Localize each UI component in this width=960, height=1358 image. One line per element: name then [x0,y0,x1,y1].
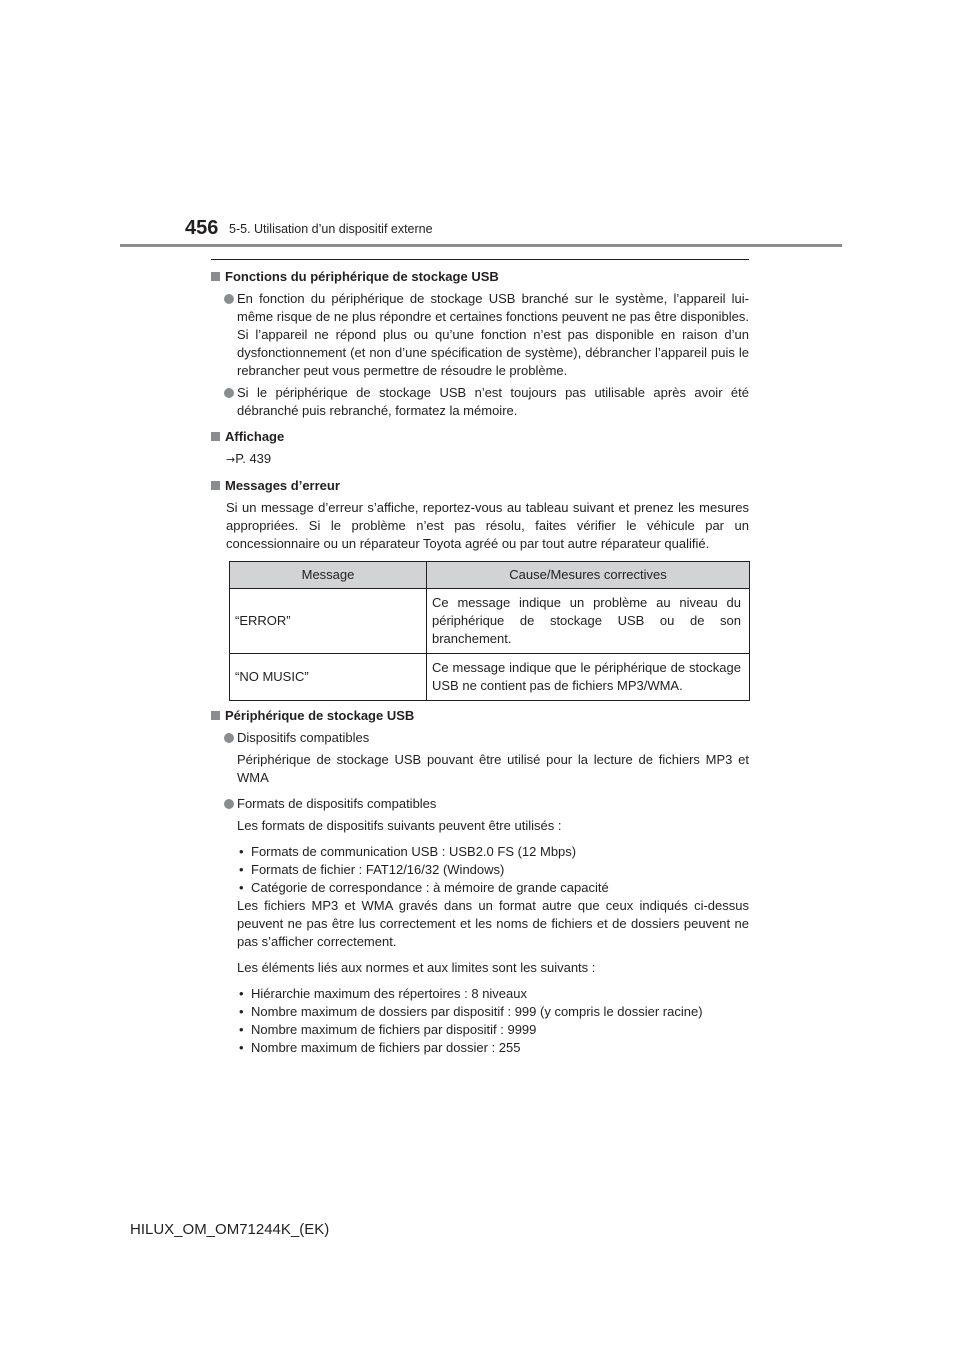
header-rule [120,244,842,247]
content-top-rule [211,259,749,260]
square-bullet-icon [211,272,220,281]
usb-device-heading: Périphérique de stockage USB [211,707,749,725]
square-bullet-icon [211,481,220,490]
page-content [211,268,749,1057]
list-item: • Catégorie de correspondance : à mémoire de grande capacité [239,880,609,895]
table-row [230,654,750,701]
compatible-formats-bullet: Formats de dispositifs compatibles [211,795,749,813]
round-bullet-icon [224,294,234,304]
bullet-dot-icon: • [239,1022,244,1037]
column-header-cause: Cause/Mesures correctives [427,562,750,589]
list-item: • Nombre maximum de fichiers par dossier : 255 [239,1040,521,1055]
formats-intro: Les formats de dispositifs suivants peuvent être utilisés : [237,818,562,833]
error-cause-cell: Ce message indique un problème au niveau du périphérique de stockage USB ou de son branchement. [427,589,750,654]
bullet-dot-icon: • [239,986,244,1001]
list-item: • Nombre maximum de dossiers par dispositif : 999 (y compris le dossier racine) [239,1004,703,1019]
error-messages-intro: Si un message d’erreur s’affiche, reportez-vous au tableau suivant et prenez les mesures appropriées. Si le problème n’est pas résolu, faites vérifier le véhicule par un concessionnaire ou un réparateur Toyota agréé ou par tout autre réparateur qualifié. [226,500,749,551]
error-message-cell: “ERROR” [230,589,427,654]
limits-intro: Les éléments liés aux normes et aux limites sont les suivants : [237,960,596,975]
square-bullet-icon [211,432,220,441]
arrow-right-icon: → [226,453,236,466]
compatible-devices-bullet: Dispositifs compatibles [211,729,749,747]
list-item: • Hiérarchie maximum des répertoires : 8 niveaux [239,986,527,1001]
column-header-message: Message [230,562,427,589]
display-heading: Affichage [211,428,749,446]
document-code: HILUX_OM_OM71244K_(EK) [130,1221,330,1238]
display-page-reference: →P. 439 [226,451,272,466]
round-bullet-icon [224,799,234,809]
bullet-dot-icon: • [239,862,244,877]
page-number: 456 [185,217,219,239]
table-header-row [230,562,750,589]
list-item: • Formats de communication USB : USB2.0 FS (12 Mbps) [239,844,577,859]
limits-list [211,985,749,1057]
bullet-dot-icon: • [239,844,244,859]
list-item: • Nombre maximum de fichiers par dispositif : 9999 [239,1022,537,1037]
round-bullet-icon [224,733,234,743]
usb-functions-heading: Fonctions du périphérique de stockage USB [211,268,749,286]
list-item: • Formats de fichier : FAT12/16/32 (Windows) [239,862,505,877]
error-messages-heading: Messages d’erreur [211,477,749,495]
bullet-dot-icon: • [239,1040,244,1055]
error-message-cell: “NO MUSIC” [230,654,427,701]
formats-list [211,843,749,897]
bullet-dot-icon: • [239,880,244,895]
usb-functions-bullet-2: Si le périphérique de stockage USB n’est toujours pas utilisable après avoir été débranché puis rebranché, formatez la mémoire. [211,384,749,420]
section-title: 5-5. Utilisation d’un dispositif externe [229,222,433,236]
table-row [230,589,750,654]
round-bullet-icon [224,388,234,398]
bullet-dot-icon: • [239,1004,244,1019]
error-messages-table [229,561,750,701]
compatible-devices-text: Périphérique de stockage USB pouvant être utilisé pour la lecture de fichiers MP3 et WMA [237,752,749,785]
error-cause-cell: Ce message indique que le périphérique de stockage USB ne contient pas de fichiers MP3/WMA. [427,654,750,701]
formats-note: Les fichiers MP3 et WMA gravés dans un format autre que ceux indiqués ci-dessus peuvent ne pas être lus correctement et les noms de fichiers et de dossiers peuvent ne pas s’afficher correctement. [237,898,749,949]
square-bullet-icon [211,711,220,720]
usb-functions-bullet-1: En fonction du périphérique de stockage USB branché sur le système, l’appareil lui-même risque de ne plus répondre et certaines fonctions peuvent ne pas être disponibles. Si l’appareil ne répond plus ou qu’une fonction n’est pas disponible en raison d’un dysfonctionnement (et non d’une spécification de système), débrancher l’appareil puis le rebrancher peut vous permettre de résoudre le problème. [211,290,749,380]
